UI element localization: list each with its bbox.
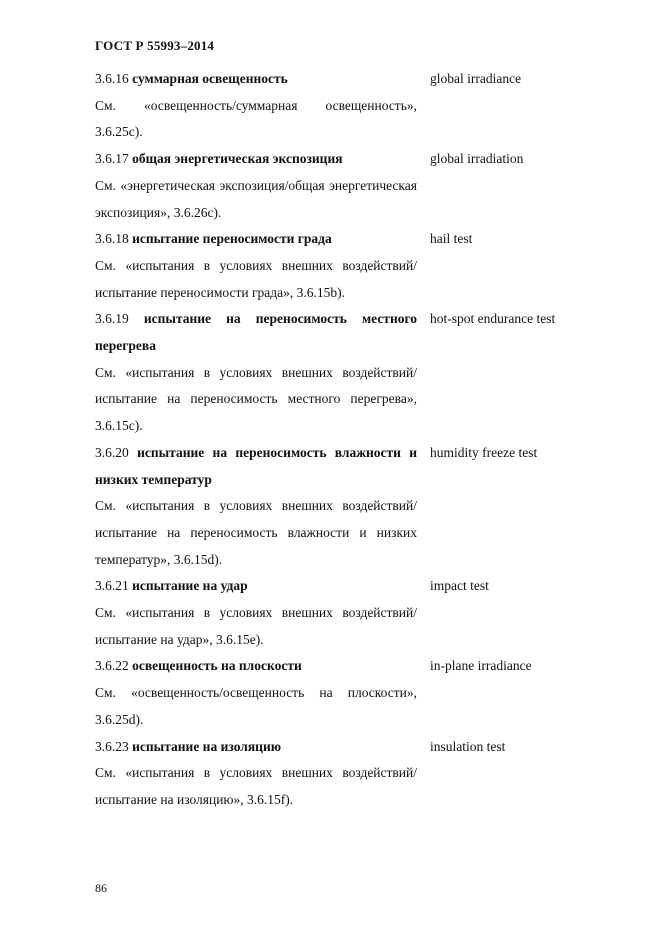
term-english: impact test [430, 578, 489, 594]
term-name: испытание на изоляцию [132, 738, 282, 754]
term-number: 3.6.22 [95, 658, 129, 674]
term-heading [95, 146, 417, 173]
term-number: 3.6.16 [95, 71, 129, 86]
term-english: hot-spot endurance test [430, 311, 556, 327]
term-entry-3-6-21 [95, 573, 615, 653]
term-heading [95, 653, 417, 680]
term-heading [95, 573, 417, 600]
term-english: hail test [430, 231, 473, 247]
term-reference: См. «испытания в условиях внешних воздействий/испытание на удар», 3.6.15e). [95, 605, 417, 647]
term-name: общая энергетическая экспозиция [132, 151, 343, 167]
term-name: испытание на переносимость влажности и низких температур [95, 444, 418, 487]
term-name: испытание переносимости града [132, 231, 332, 247]
term-number: 3.6.21 [95, 578, 129, 594]
term-number: 3.6.17 [95, 151, 129, 167]
term-reference: См. «энергетическая экспозиция/общая энергетическая экспозиция», 3.6.26c). [95, 177, 417, 220]
term-list [95, 66, 615, 814]
term-heading [95, 440, 417, 493]
term-heading [95, 226, 417, 253]
term-reference: См. «испытания в условиях внешних воздействий/испытание на изоляцию», 3.6.15f). [95, 765, 417, 807]
term-entry-3-6-18 [95, 226, 615, 306]
term-entry-3-6-23 [95, 734, 615, 814]
term-number: 3.6.19 [95, 311, 129, 327]
term-number: 3.6.18 [95, 231, 129, 247]
term-english: global irradiation [430, 151, 524, 167]
term-reference: См. «испытания в условиях внешних воздействий/испытание переносимости града», 3.6.15b). [95, 257, 417, 300]
term-number: 3.6.23 [95, 738, 129, 754]
term-english: humidity freeze test [430, 444, 538, 460]
term-entry-3-6-20 [95, 440, 615, 574]
term-reference: См. «освещенность/суммарная освещенность», 3.6.25c). [95, 97, 417, 140]
term-reference: См. «освещенность/освещенность на плоскости», 3.6.25d). [95, 685, 417, 727]
term-name: освещенность на плоскости [132, 658, 302, 674]
term-english: global irradiance [430, 71, 522, 86]
term-name: испытание на удар [132, 578, 248, 594]
term-english: insulation test [430, 738, 506, 754]
term-english: in-plane irradiance [430, 658, 532, 674]
term-heading [95, 306, 417, 359]
page-number: 86 [95, 881, 107, 895]
document-header: ГОСТ Р 55993–2014 [95, 38, 215, 53]
term-name: суммарная освещенность [132, 71, 288, 86]
term-heading [95, 66, 417, 93]
term-name: испытание на переносимость местного перегрева [95, 311, 418, 354]
term-reference: См. «испытания в условиях внешних воздействий/испытание на переносимость местного перегрева», 3.6.15c). [95, 364, 417, 434]
term-entry-3-6-16 [95, 66, 615, 146]
term-number: 3.6.20 [95, 444, 129, 460]
term-reference: См. «испытания в условиях внешних воздействий/испытание на переносимость влажности и низких температур», 3.6.15d). [95, 498, 417, 567]
term-entry-3-6-17 [95, 146, 615, 226]
term-entry-3-6-19 [95, 306, 615, 440]
term-entry-3-6-22 [95, 653, 615, 733]
term-heading [95, 734, 417, 761]
